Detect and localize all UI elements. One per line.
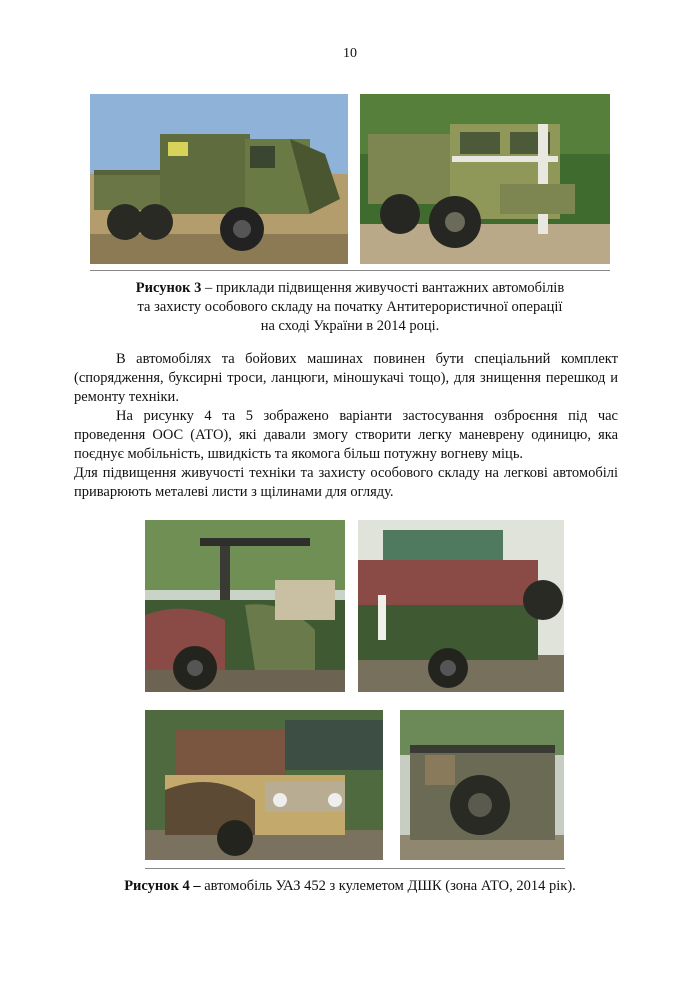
figure4-text: автомобіль УАЗ 452 з кулеметом ДШК (зона АТО, 2014 рік). xyxy=(200,878,576,894)
figure3-label: Рисунок 3 xyxy=(135,280,202,296)
figure4-label: Рисунок 4 – xyxy=(124,878,201,894)
figure4-caption xyxy=(60,877,640,896)
figure3-divider xyxy=(90,270,610,271)
figure3-caption xyxy=(60,279,640,336)
truck-photo-left xyxy=(90,94,348,264)
truck-photo-right xyxy=(360,94,610,264)
paragraph-1: В автомобілях та бойових машинах повинен бути спеціальний комплект (спорядження, буксирні троси, ланцюги, міношукачі тощо), для знищення перешкод и ремонту техніки. xyxy=(74,351,618,405)
uaz-photo-top-right xyxy=(358,520,564,692)
figure4-divider xyxy=(145,868,565,869)
uaz-photo-bottom-right xyxy=(400,710,564,860)
page-number: 10 xyxy=(343,46,357,61)
body-text xyxy=(74,350,618,502)
figure3-line1: – приклади підвищення живучості вантажних автомобілів xyxy=(201,280,565,296)
paragraph-3: Для підвищення живучості техніки та захисту особового складу на легкові автомобілі приварюють металеві листи з щілинами для огляду. xyxy=(74,465,618,500)
figure3-line2: та захисту особового складу на початку Антитерористичної операції xyxy=(137,299,563,315)
figure3-line3: на сході України в 2014 році. xyxy=(260,318,440,334)
paragraph-2: На рисунку 4 та 5 зображено варіанти застосування озброєння під час проведення ООС (АТО), які давали змогу створити легку маневрену одиницю, яка поєднує мобільність, швидкість та якомога більш потужну вогневу міць. xyxy=(74,408,618,462)
uaz-photo-top-left xyxy=(145,520,345,692)
uaz-photo-bottom-left xyxy=(145,710,383,860)
